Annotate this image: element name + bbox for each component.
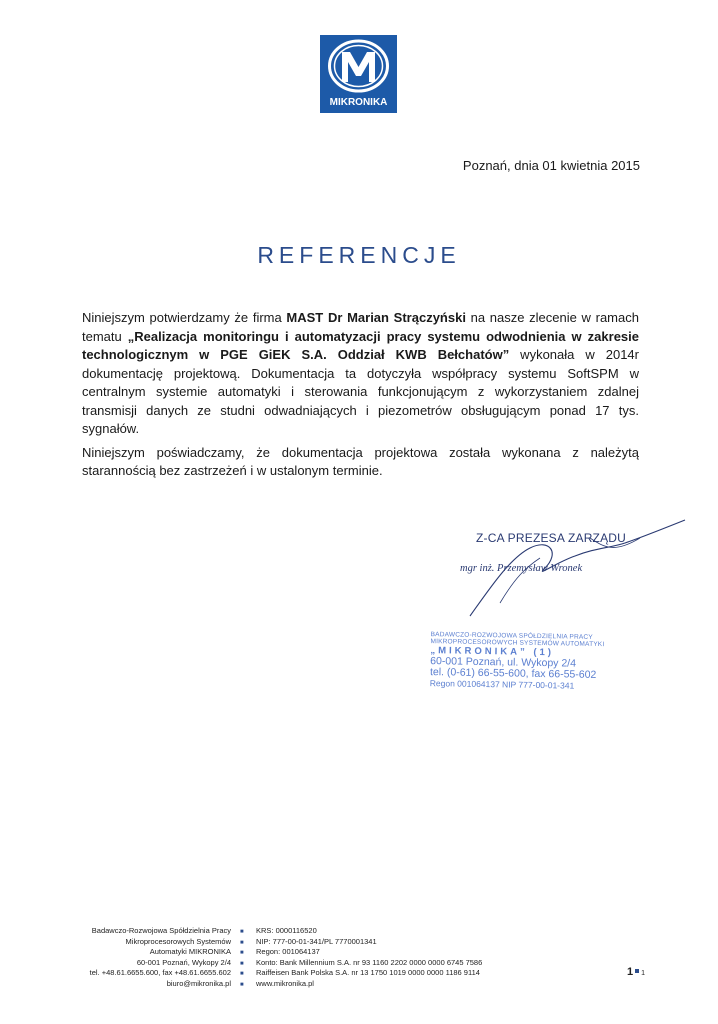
square-icon <box>635 969 639 973</box>
footer-right-line: Konto: Bank Millennium S.A. nr 93 1160 2202 0000 0000 6745 7586 <box>256 957 483 967</box>
footer-left-line: Mikroprocesorowych Systemów <box>125 936 231 946</box>
stamp-line-4: 60-001 Poznań, ul. Wykopy 2/4 <box>430 655 577 670</box>
footer-registry <box>256 926 482 989</box>
footer-address <box>90 926 231 989</box>
stamp-line-6: Regon 001064137 NIP 777-00-01-341 <box>429 678 575 691</box>
document-title: REFERENCJE <box>257 242 461 268</box>
stamp-line-3: „MIKRONIKA” (1) <box>430 645 555 659</box>
signatory-name: mgr inż. Przemysław Wronek <box>460 563 583 574</box>
letter-date: Poznań, dnia 01 kwietnia 2015 <box>462 158 640 173</box>
paragraph-1-text-c: wykonała w 2014r dokumentację projektową. Dokumentacja ta dotyczyła współpracy systemu SoftSPM w centralnym systemie automatyki i sterowania funkcjonującym z wykorzystaniem zdalnej transmisji danych ze studni odwadniających i piezometrów obsługującym ponad 17 tys. sygnałów. <box>82 347 639 436</box>
company-name: MAST Dr Marian Strączyński <box>286 310 466 325</box>
paragraph-1 <box>82 309 639 439</box>
bullet-icon: ■ <box>240 971 244 977</box>
footer-left-line: biuro@mikronika.pl <box>166 978 231 988</box>
bullet-icon: ■ <box>240 950 244 956</box>
bullet-icon: ■ <box>240 981 244 988</box>
bullet-icon: ■ <box>240 960 244 967</box>
footer-right-line: KRS: 0000116520 <box>256 926 317 935</box>
letter-body <box>82 309 639 486</box>
paragraph-2: Niniejszym poświadczamy, że dokumentacja projektowa została wykonana z należytą starannością bez zastrzeżeń i w ustalonym terminie. <box>82 444 639 478</box>
project-topic: „Realizacja monitoringu i automatyzacji pracy systemu odwodnienia w zakresie technologicznym w PGE GiEK S.A. Oddział KWB Bełchatów” <box>82 328 639 362</box>
footer-left-line: Automatyki MIKRONIKA <box>149 947 231 956</box>
stamp-line-5: tel. (0-61) 66-55-600, fax 66-55-602 <box>429 666 597 681</box>
footer-right-line: Regon: 001064137 <box>256 947 320 956</box>
footer-left-line: 60-001 Poznań, Wykopy 2/4 <box>136 957 231 967</box>
company-stamp <box>429 631 650 715</box>
svg-text:MIKRONIKA: MIKRONIKA <box>329 97 388 108</box>
paragraph-1-text-a: Niniejszym potwierdzamy że firma <box>82 310 287 325</box>
stamp-line-1: BADAWCZO-ROZWOJOWA SPÓŁDZIELNIA PRACY <box>430 631 593 641</box>
footer-bullets <box>240 927 246 990</box>
stamp-line-2: MIKROPROCESOROWYCH SYSTEMÓW AUTOMATYKI <box>430 638 605 649</box>
footer-right-line: Raiffeisen Bank Polska S.A. nr 13 1750 1019 0000 0000 1186 9114 <box>256 968 480 977</box>
page-total: 1 <box>641 970 646 977</box>
paragraph-1-text-b: na nasze zlecenie w ramach tematu <box>82 310 639 344</box>
footer-left-line: Badawczo-Rozwojowa Spółdzielnia Pracy <box>91 926 231 935</box>
page-current: 1 <box>627 966 634 978</box>
signatory-title: Z-CA PREZESA ZARZĄDU <box>476 531 627 545</box>
footer-left-line: tel. +48.61.6655.600, fax +48.61.6655.602 <box>89 968 231 977</box>
footer-right-line: www.mikronika.pl <box>256 978 314 988</box>
bullet-icon: ■ <box>240 929 244 935</box>
page-number <box>627 966 645 978</box>
footer-right-line: NIP: 777-00-01-341/PL 7770001341 <box>256 936 377 946</box>
mikronika-logo <box>320 35 397 113</box>
bullet-icon: ■ <box>240 939 244 946</box>
